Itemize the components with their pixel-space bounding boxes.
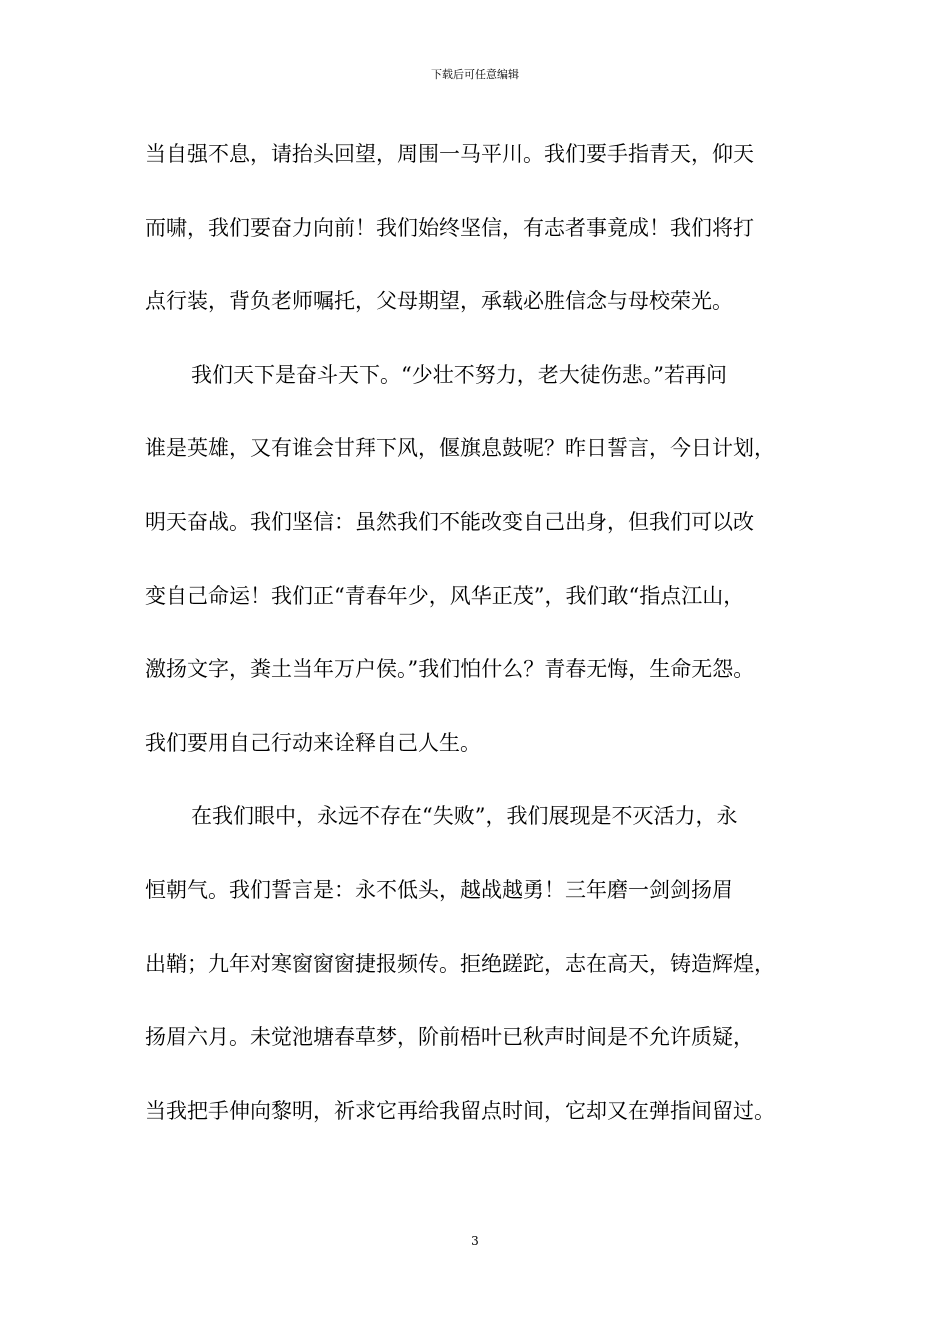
text-line: 激扬文字，粪土当年万户侯。”我们怕什么？青春无悔，生命无怨。 xyxy=(145,657,755,682)
text-line: 而啸，我们要奋力向前！我们始终坚信，有志者事竟成！我们将打 xyxy=(145,215,754,240)
text-line: 变自己命运！我们正“青春年少，风华正茂”，我们敢“指点江山， xyxy=(145,583,745,608)
text-line: 出鞘；九年对寒窗窗窗捷报频传。拒绝蹉跎，志在高天，铸造辉煌， xyxy=(145,951,775,976)
text-line: 恒朝气。我们誓言是：永不低头，越战越勇！三年磨一剑剑扬眉 xyxy=(145,877,733,902)
paragraph-start-line: 在我们眼中，永远不存在“失败”，我们展现是不灭活力，永 xyxy=(191,804,738,829)
text-line: 当自强不息，请抬头回望，周围一马平川。我们要手指青天，仰天 xyxy=(145,142,754,166)
text-line: 我们要用自己行动来诠释自己人生。 xyxy=(145,730,481,755)
page-number: 3 xyxy=(471,1234,479,1248)
document-body xyxy=(145,131,825,1161)
text-line: 明天奋战。我们坚信：虽然我们不能改变自己出身，但我们可以改 xyxy=(145,509,754,534)
text-line: 谁是英雄，又有谁会甘拜下风，偃旗息鼓呢？昨日誓言，今日计划， xyxy=(145,436,775,461)
page-header: 下载后可任意编辑 xyxy=(431,68,519,81)
text-line: 当我把手伸向黎明，祈求它再给我留点时间，它却又在弹指间留过。 xyxy=(145,1098,775,1123)
text-line: 点行装，背负老师嘱托，父母期望，承载必胜信念与母校荣光。 xyxy=(145,289,733,314)
text-line: 扬眉六月。未觉池塘春草梦，阶前梧叶已秋声时间是不允许质疑， xyxy=(145,1025,754,1050)
paragraph-start-line: 我们天下是奋斗天下。“少壮不努力，老大徒伤悲。”若再问 xyxy=(191,362,727,387)
